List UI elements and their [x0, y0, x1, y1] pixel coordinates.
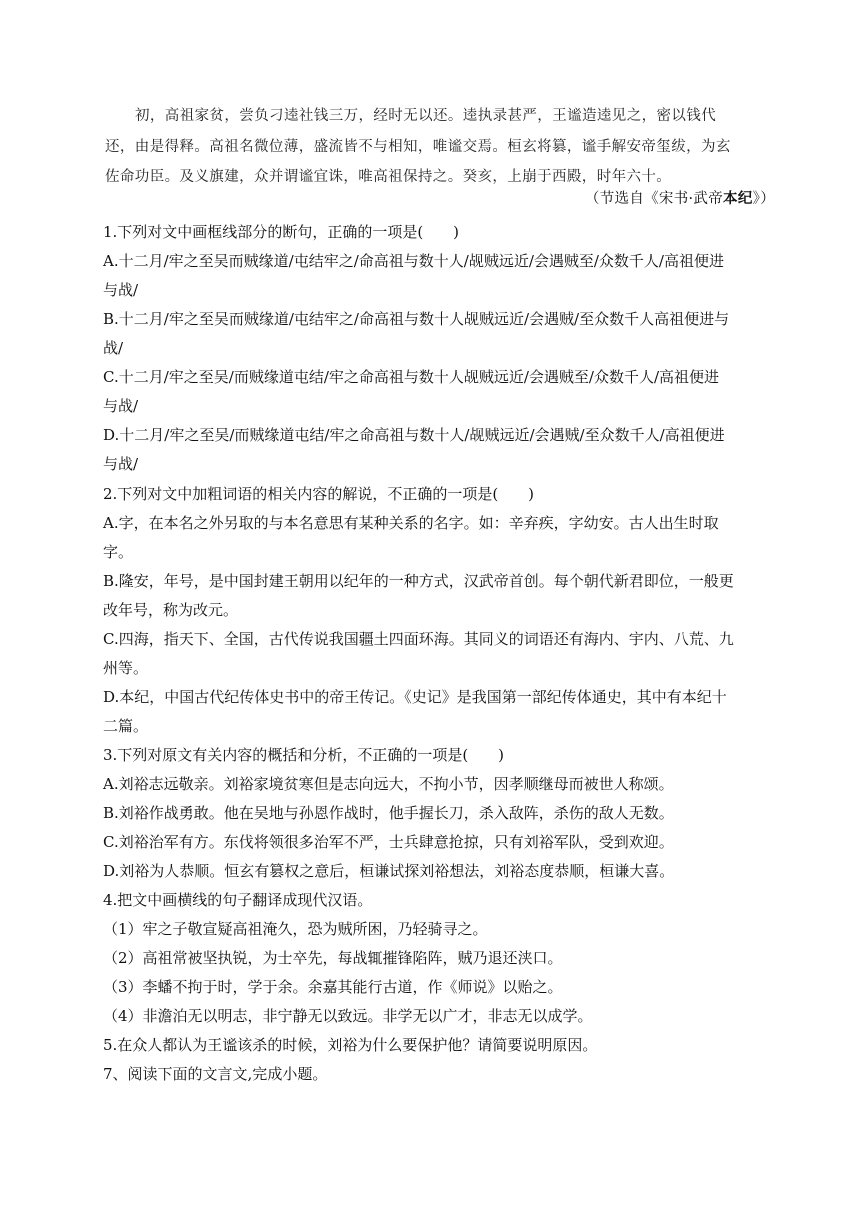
q7-heading: 7、阅读下面的文言文,完成小题。	[103, 1065, 328, 1083]
q1-option-d: D.十二月/牢之至吴/而贼缘道屯结/牢之命高祖与数十人/觇贼远近/会遇贼/至众数千人/高祖便进	[103, 426, 725, 444]
q1-option-c: C.十二月/牢之至吴/而贼缘道屯结/牢之命高祖与数十人觇贼远近/会遇贼至/众数千人/高祖便进	[103, 368, 720, 386]
q2-option-d-cont: 二篇。	[103, 717, 149, 735]
q2-option-c-cont: 州等。	[103, 659, 149, 677]
q4-item-1: （1）牢之子敬宣疑高祖淹久，恐为贼所困，乃轻骑寻之。	[103, 920, 488, 938]
q5-stem: 5.在众人都认为王谧该杀的时候，刘裕为什么要保护他？请简要说明原因。	[103, 1036, 598, 1054]
q3-option-b: B.刘裕作战勇敢。他在吴地与孙恩作战时，他手握长刀，杀入敌阵，杀伤的敌人无数。	[103, 804, 674, 822]
q3-option-a: A.刘裕志远敬亲。刘裕家境贫寒但是志向远大，不拘小节，因孝顺继母而被世人称颂。	[103, 775, 674, 793]
q3-option-c: C.刘裕治军有方。东伐将领很多治军不严，士兵肆意抢掠，只有刘裕军队，受到欢迎。	[103, 833, 674, 851]
q2-option-a-cont: 字。	[103, 543, 134, 561]
q4-item-4: （4）非澹泊无以明志，非宁静无以致远。非学无以广才，非志无以成学。	[103, 1007, 593, 1025]
source-bold-term: 本纪	[723, 190, 753, 207]
q3-stem: 3.下列对原文有关内容的概括和分析，不正确的一项是( )	[103, 746, 505, 764]
q1-stem: 1.下列对文中画框线部分的断句，正确的一项是( )	[103, 223, 460, 241]
q4-item-2: （2）高祖常被坚执锐，为士卒先，每战辄摧锋陷阵，贼乃退还浃口。	[103, 949, 563, 967]
q1-option-a: A.十二月/牢之至吴而贼缘道/屯结牢之/命高祖与数十人/觇贼远近/会遇贼至/众数千人/高祖便进	[103, 252, 724, 270]
q2-option-b: B.隆安，年号，是中国封建王朝用以纪年的一种方式，汉武帝首创。每个朝代新君即位，一般更	[103, 572, 734, 590]
q1-option-a-cont: 与战/	[103, 281, 139, 299]
q4-item-3: （3）李蟠不拘于时，学于余。余嘉其能行古道，作《师说》以贻之。	[103, 978, 563, 996]
passage-line-1: 初，高祖家贫，尝负刁逵社钱三万，经时无以还。逵执录甚严，王谧造逵见之，密以钱代	[135, 108, 717, 124]
q3-option-d: D.刘裕为人恭顺。恒玄有篡权之意后，桓谦试探刘裕想法，刘裕态度恭顺，桓谦大喜。	[103, 862, 675, 880]
q4-stem: 4.把文中画横线的句子翻译成现代汉语。	[103, 891, 373, 909]
q2-option-d: D.本纪，中国古代纪传体史书中的帝王传记。《史记》是我国第一部纪传体通史，其中有本纪十	[103, 688, 727, 706]
q1-option-c-cont: 与战/	[103, 397, 139, 415]
q1-option-d-cont: 与战/	[103, 455, 139, 473]
q1-option-b: B.十二月/牢之至吴而贼缘道/屯结牢之/命高祖与数十人觇贼远近/会遇贼/至众数千人高祖便进与	[103, 310, 730, 328]
passage-source: （节选自《宋书·武帝本纪》）	[584, 190, 775, 207]
passage-line-2: 还，由是得释。高祖名微位薄，盛流皆不与相知，唯谧交焉。桓玄将篡，谧手解安帝玺绂，为玄	[105, 139, 731, 155]
q2-option-c: C.四海，指天下、全国，古代传说我国疆土四面环海。其同义的词语还有海内、宇内、八荒、九	[103, 630, 734, 648]
q1-option-b-cont: 战/	[103, 339, 124, 357]
q2-option-b-cont: 改年号，称为改元。	[103, 601, 239, 619]
q2-stem: 2.下列对文中加粗词语的相关内容的解说，不正确的一项是( )	[103, 485, 535, 503]
q2-option-a: A.字，在本名之外另取的与本名意思有某种关系的名字。如：辛弃疾，字幼安。古人出生时取	[103, 514, 719, 532]
passage-line-3: 佐命功臣。及义旗建，众并谓谧宜诛，唯高祖保持之。癸亥，上崩于西殿，时年六十。	[105, 169, 672, 185]
